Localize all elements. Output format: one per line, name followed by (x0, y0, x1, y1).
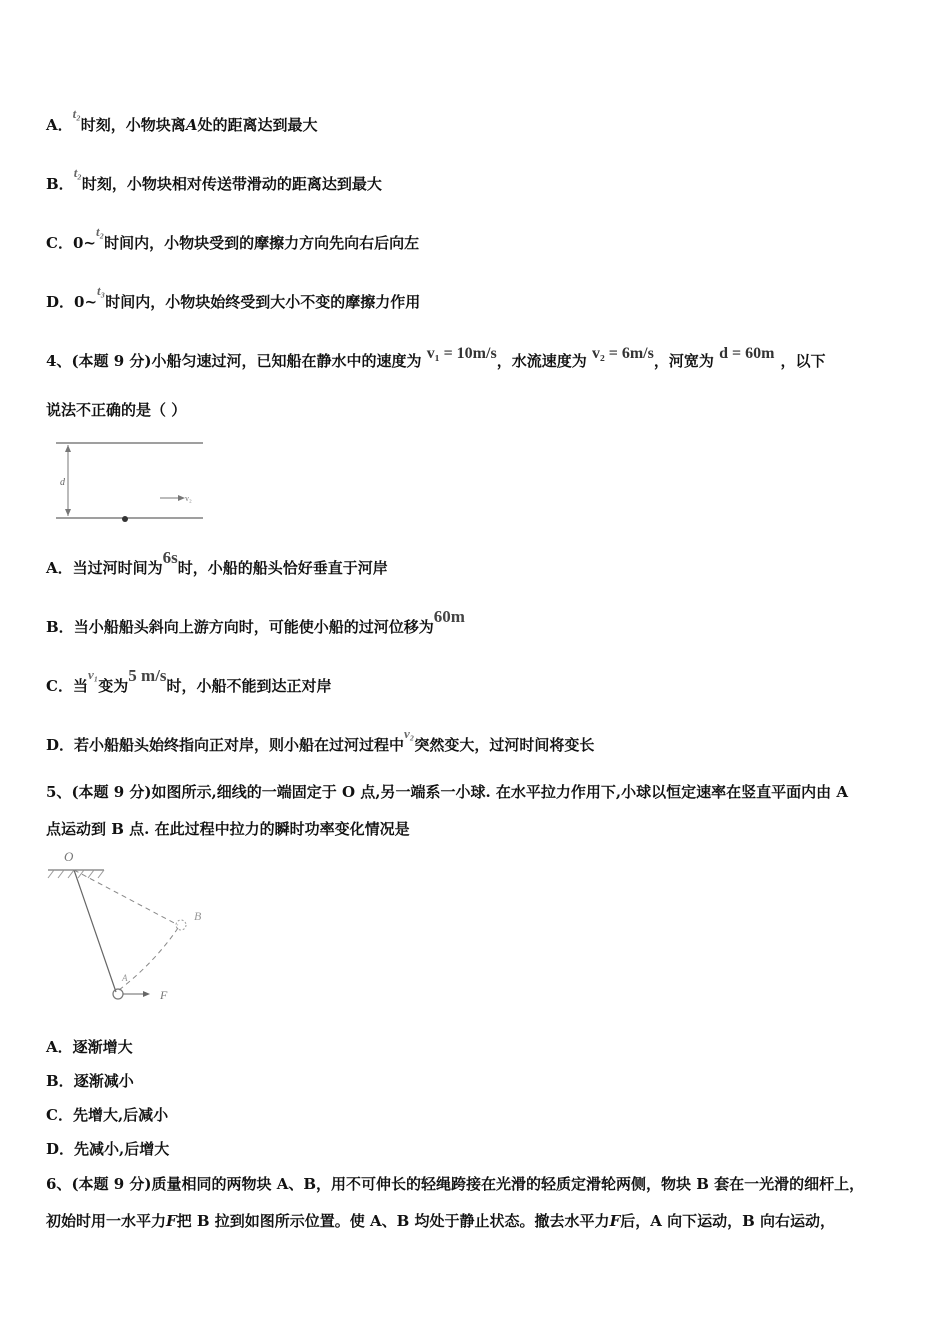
q5-option-d: D．先减小,后增大 (46, 1140, 170, 1158)
pendulum-diagram (46, 845, 216, 1010)
b-label: B (194, 909, 202, 923)
o-label: O (64, 849, 74, 864)
q3-option-b: B．t₂时刻，小物块相对传送带滑动的距离达到最大 (46, 165, 382, 193)
q5-stem-line-2: 点运动到 B 点. 在此过程中拉力的瞬时功率变化情况是 (46, 820, 410, 838)
string-at-a (74, 870, 116, 992)
q4-option-c: C．当v₁变为5 m/s时，小船不能到达正对岸 (46, 666, 332, 695)
q4-v1-equation: v₁ = 10m/s (426, 345, 497, 362)
q3-option-d: D．0~t₃时间内，小物块始终受到大小不变的摩擦力作用 (46, 283, 421, 311)
q3-option-c: C．0~t₂时间内，小物块受到的摩擦力方向先向右后向左 (46, 224, 420, 252)
boat-dot (122, 516, 128, 522)
q4-stem-line-2: 说法不正确的是（ ） (46, 401, 187, 419)
d-label: d (60, 477, 65, 488)
q5-option-c: C．先增大,后减小 (46, 1106, 169, 1124)
f-label: F (160, 988, 168, 1002)
q4-d-equation: d = 60m (719, 345, 775, 362)
q6-stem-line-2: 初始时用一水平力F把 B 拉到如图所示位置。使 A、B 均处于静止状态。撤去水平力F后，A 向下运动，B 向右运动， (46, 1212, 835, 1230)
q6-stem-line-1: 6、(本题 9 分)质量相同的两物块 A、B，用不可伸长的轻绳跨接在光滑的轻质定滑轮两侧，物块 B 套在一光滑的细杆上， (46, 1175, 865, 1193)
river-diagram (50, 435, 210, 530)
v2-label: v₂ (185, 494, 192, 503)
q5-option-a: A．逐渐增大 (46, 1038, 133, 1056)
q5-stem-line-1: 5、(本题 9 分)如图所示,细线的一端固定于 O 点,另一端系一小球. 在水平拉力作用下,小球以恒定速率在竖直平面内由 A (46, 783, 849, 801)
q5-option-b: B．逐渐减小 (46, 1072, 134, 1090)
q4-stem-line-1: 4、(本题 9 分)小船匀速过河，已知船在静水中的速度为 v₁ = 10m/s，水流速度为 v₂ = 6m/s，河宽为 d = 60m ，以下 (46, 345, 826, 370)
a-label: A (122, 973, 128, 983)
q3-option-a: A．t₂时刻，小物块离A处的距离达到最大 (46, 106, 318, 134)
ball-a (113, 989, 123, 999)
arc-path (119, 928, 178, 990)
q4-option-b: B．当小船船头斜向上游方向时，可能使小船的过河位移为60m (46, 607, 465, 636)
q4-v2-equation: v₂ = 6m/s (591, 345, 654, 362)
q4-option-a: A．当过河时间为6s时，小船的船头恰好垂直于河岸 (46, 548, 388, 577)
q4-option-d: D．若小船船头始终指向正对岸，则小船在过河过程中v₂突然变大，过河时间将变长 (46, 726, 595, 754)
